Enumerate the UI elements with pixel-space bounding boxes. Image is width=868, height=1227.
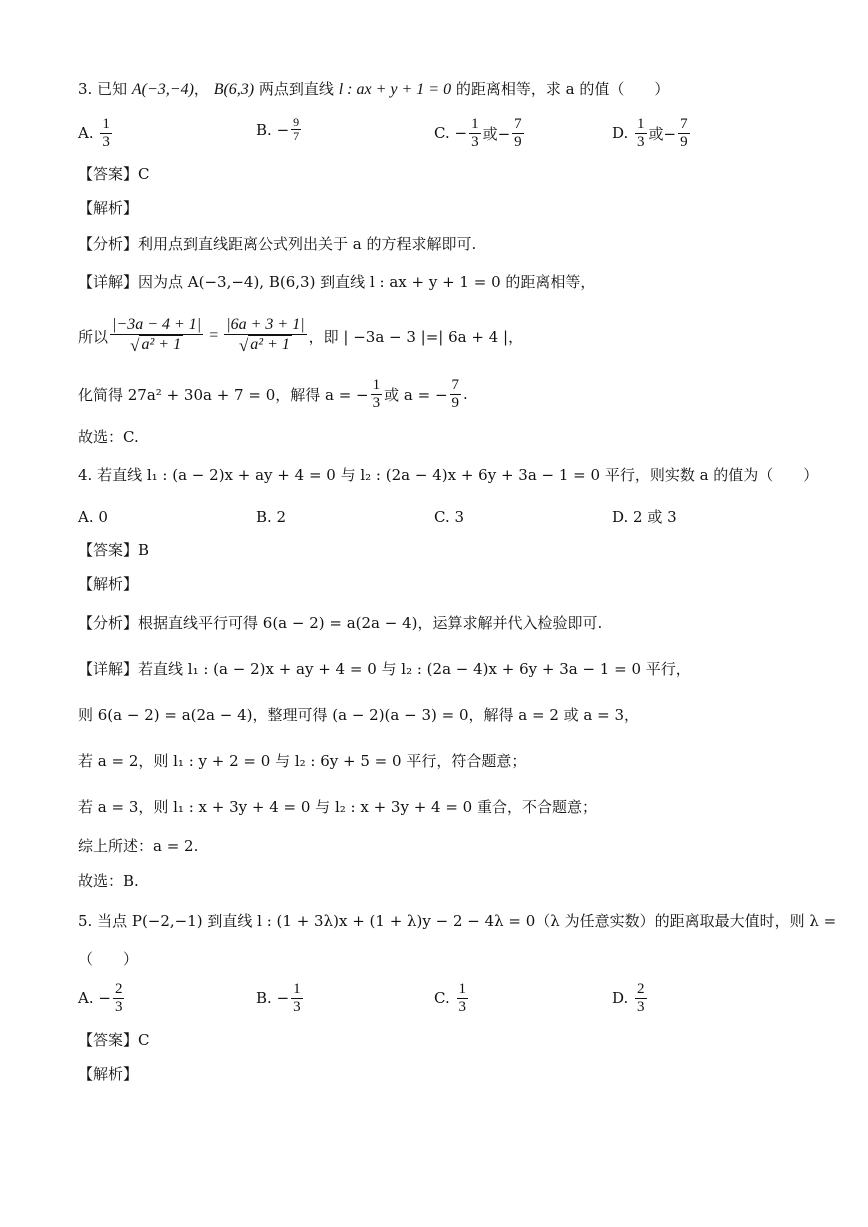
numerator: 1 [637, 116, 645, 132]
q3-option-a [78, 116, 114, 151]
fraction [113, 981, 125, 1016]
q3-detail-3: 化简得 27a² + 30a + 7 = 0，解得 a = − $\frac{1}{3}$ 或 a = − $\frac{7}{9}$ . [78, 377, 468, 411]
q5-option-d [612, 981, 649, 1016]
q3-fenxi: 【分析】利用点到直线距离公式列出关于 a 的方程求解即可. [78, 235, 477, 253]
option-label: A. [78, 989, 94, 1008]
numerator: 9 [293, 115, 300, 129]
option-label: D. [612, 124, 629, 143]
numerator: 7 [680, 116, 688, 132]
option-label: A. [78, 124, 94, 143]
q4-option-d: D. 2 或 3 [612, 508, 677, 526]
q3-answer: 【答案】C [78, 165, 150, 183]
q3-option-d [612, 116, 692, 151]
q4-choose: 故选：B. [78, 872, 139, 890]
fraction [100, 116, 112, 151]
numerator: 2 [114, 981, 123, 997]
sign: − [276, 120, 290, 139]
denominator: 3 [637, 998, 645, 1015]
q5-option-a [78, 981, 126, 1016]
denominator: 9 [514, 133, 522, 150]
fraction [291, 981, 303, 1016]
sign: − [276, 989, 290, 1008]
q3-point-a: A(−3,−4) [131, 81, 194, 98]
q3-stem: 3. 已知 A(−3,−4)， B(6,3) 两点到直线 l : ax + y + 1 = 0 的距离相等，求 a 的值（ ） [78, 80, 670, 98]
fraction [291, 116, 301, 144]
option-label: C. [434, 124, 450, 143]
denominator: 3 [471, 133, 479, 150]
fraction [678, 116, 690, 151]
fraction [635, 116, 647, 151]
numerator: |−3a − 4 + 1| [112, 316, 202, 333]
denominator: 3 [102, 133, 110, 150]
q3-choose: 故选：C. [78, 428, 139, 446]
denominator: 7 [293, 129, 300, 144]
text: ，即 | −3a − 3 |=| 6a + 4 |， [308, 327, 524, 346]
q4-detail-3: 若 a = 2，则 l₁ : y + 2 = 0 与 l₂ : 6y + 5 = 0 平行，符合题意； [78, 752, 527, 770]
fraction [224, 316, 306, 356]
q3-stem-prefix: 3. 已知 [78, 80, 128, 98]
fraction [450, 377, 462, 412]
option-label: B. [256, 120, 272, 139]
option-label: B. [256, 989, 272, 1008]
numerator: 1 [471, 116, 479, 132]
denominator: 3 [293, 998, 301, 1015]
fraction [110, 316, 203, 356]
numerator: 7 [514, 116, 522, 132]
option-label: D. [612, 989, 629, 1008]
connector: 或− [482, 124, 511, 143]
q4-option-a: A. 0 [78, 508, 108, 526]
denominator: 3 [458, 998, 466, 1015]
numerator: 1 [293, 981, 301, 997]
text: 化简得 27a² + 30a + 7 = 0，解得 a = − [78, 385, 369, 404]
q5-stem: 5. 当点 P(−2,−1) 到直线 l : (1 + 3λ)x + (1 + λ)y − 2 − 4λ = 0（λ 为任意实数）的距离取最大值时，则 λ = [78, 912, 837, 930]
q3-detail-2: 所以 |−3a − 4 + 1| √ a² + 1 = |6a + 3 + 1| √ a² + 1 ，即 | −3a − 3 |=| 6a + 4 |， [78, 316, 524, 355]
sqrt: √ a² + 1 [130, 335, 182, 355]
q3-detail-1: 【详解】因为点 A(−3,−4), B(6,3) 到直线 l : ax + y + 1 = 0 的距离相等， [78, 273, 596, 291]
numerator: 1 [458, 981, 466, 997]
denominator: 3 [372, 394, 381, 411]
q3-point-b: B(6,3) [213, 81, 255, 98]
q4-detail-5: 综上所述：a = 2. [78, 837, 199, 855]
q5-stem-2: （ ） [78, 950, 139, 968]
q4-analysis-title: 【解析】 [78, 575, 139, 593]
sqrt: √ a² + 1 [238, 335, 290, 355]
q3-analysis-title: 【解析】 [78, 199, 139, 217]
q3-option-c [434, 116, 526, 151]
fraction [469, 116, 481, 151]
q5-analysis-title: 【解析】 [78, 1065, 139, 1083]
fraction [457, 981, 469, 1016]
q4-option-c: C. 3 [434, 508, 465, 526]
denominator [128, 335, 185, 357]
radicand: a² + 1 [250, 335, 290, 353]
fraction [635, 981, 647, 1016]
connector: 或− [648, 124, 677, 143]
fraction [371, 377, 383, 412]
denominator: 3 [637, 133, 645, 150]
q4-detail-1: 【详解】若直线 l₁ : (a − 2)x + ay + 4 = 0 与 l₂ : (2a − 4)x + 6y + 3a − 1 = 0 平行， [78, 660, 691, 678]
numerator: 7 [451, 377, 460, 393]
q4-answer: 【答案】B [78, 541, 150, 559]
q5-option-b [256, 981, 305, 1016]
sign: − [454, 124, 468, 143]
radicand: a² + 1 [141, 335, 182, 353]
q4-option-b: B. 2 [256, 508, 287, 526]
q4-fenxi: 【分析】根据直线平行可得 6(a − 2) = a(2a − 4)，运算求解并代入检验即可. [78, 614, 603, 632]
sign: − [98, 989, 111, 1008]
text: 或 a = − [384, 385, 448, 404]
numerator: 1 [372, 377, 381, 393]
denominator [237, 335, 294, 357]
numerator: 2 [637, 981, 645, 997]
text: 所以 [78, 327, 109, 346]
denominator: 3 [114, 998, 123, 1015]
q5-option-c [434, 981, 470, 1016]
q3-stem-mid: 两点到直线 [258, 80, 334, 98]
numerator: 1 [102, 116, 110, 132]
denominator: 9 [680, 133, 688, 150]
q3-stem-suffix: 的距离相等，求 a 的值（ ） [455, 80, 670, 98]
q4-stem: 4. 若直线 l₁ : (a − 2)x + ay + 4 = 0 与 l₂ : (2a − 4)x + 6y + 3a − 1 = 0 平行，则实数 a 的值为（ ） [78, 466, 819, 484]
q4-detail-4: 若 a = 3，则 l₁ : x + 3y + 4 = 0 与 l₂ : x + 3y + 4 = 0 重合，不合题意； [78, 798, 597, 816]
option-label: C. [434, 989, 450, 1008]
q4-detail-2: 则 6(a − 2) = a(2a − 4)，整理可得 (a − 2)(a − 3) = 0，解得 a = 2 或 a = 3， [78, 706, 639, 724]
q3-line-eq: l : ax + y + 1 = 0 [338, 81, 452, 98]
denominator: 9 [451, 394, 460, 411]
q5-answer: 【答案】C [78, 1031, 150, 1049]
fraction [512, 116, 524, 151]
numerator: |6a + 3 + 1| [226, 316, 305, 333]
q3-option-b [256, 116, 303, 144]
